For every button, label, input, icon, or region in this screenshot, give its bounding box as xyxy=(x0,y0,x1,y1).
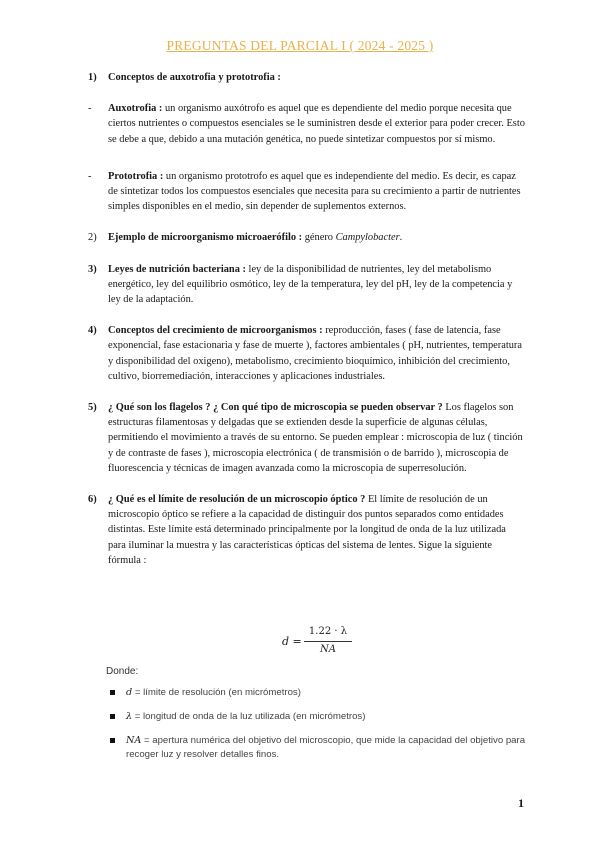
item-marker: 5) xyxy=(88,402,97,414)
item-marker: 6) xyxy=(88,494,97,506)
item-text: un organismo auxótrofo es aquel que es dependiente del medio porque necesita que ciertos nutrientes o compuestos esenciales se le suministren desde el exterior para poder crecer. Esto se debe a que, debido a una mutación genética, no puede sintetizar compuestos por sí mismo. xyxy=(108,103,525,145)
question-6 xyxy=(0,492,525,568)
symbol: NA xyxy=(126,735,142,746)
item-heading: Conceptos de auxotrofia y prototrofia : xyxy=(108,72,281,83)
formula-numerator: 1.22 · λ xyxy=(308,626,348,637)
fraction-bar xyxy=(304,641,352,642)
item-text: reproducción, fases ( fase de latencia, fase exponencial, fase estacionaria y fase de muerte ), factores ambientales ( pH, nutrientes, temperatura y disponibilidad del oxigeno), metabolismo, crecimiento bioquímico, inhibición del crecimiento, cultivo, biorremediación, interacciones y aplicaciones industriales. xyxy=(108,325,522,382)
item-text: género xyxy=(302,232,336,244)
item-text: Los flagelos son estructuras filamentosas y delgadas que se extienden desde la superficie de algunas células, permitiendo el movimiento a través de su entorno. Se pueden emplear : microscopia de luz ( tinción y de contraste de fases ), microscopia electrónica ( de transmisión o de barrido ), microscopia de fluorescencia y técnicas de imagen avanzada como la microscopia de superresolución. xyxy=(108,402,523,474)
item-heading: ¿ Qué son los flagelos ? ¿ Con qué tipo de microscopia se pueden observar ? xyxy=(108,402,443,414)
symbol: λ xyxy=(126,711,133,722)
square-bullet-icon xyxy=(110,714,115,719)
item-text: ley de la disponibilidad de nutrientes, ley del metabolismo energético, ley del equilibrio osmótico, ley de la temperatura, ley del pH, ley de la competencia y ley de la adaptación. xyxy=(108,263,513,306)
page-title: PREGUNTAS DEL PARCIAL I ( 2024 - 2025 ) xyxy=(166,38,434,53)
definition-text: = límite de resolución (en micrómetros) xyxy=(132,687,301,698)
question-1 xyxy=(0,70,525,85)
auxotrofia-paragraph xyxy=(0,101,525,147)
item-marker: - xyxy=(88,170,92,182)
question-3 xyxy=(0,262,525,308)
item-heading: Leyes de nutrición bacteriana : xyxy=(108,263,246,275)
item-marker: - xyxy=(88,103,92,115)
page-number: 1 xyxy=(518,796,524,810)
square-bullet-icon xyxy=(110,738,115,743)
item-heading: Prototrofia : xyxy=(108,170,164,182)
item-marker: 3) xyxy=(88,263,97,275)
donde-label: Donde: xyxy=(106,666,139,677)
question-2 xyxy=(0,230,525,245)
definitions-list xyxy=(110,686,530,772)
list-item xyxy=(110,710,530,724)
genus-name: Campylobacter xyxy=(335,232,400,244)
question-4 xyxy=(0,323,525,384)
item-marker: 2) xyxy=(88,232,97,244)
list-item xyxy=(110,734,530,762)
item-text: un organismo prototrofo es aquel que es independiente del medio. Es decir, es capaz de sintetizar todos los compuestos esenciales que necesita para su crecimiento a partir de nutrientes simples disponibles en el medio, sin depender de suplementos externos. xyxy=(108,170,521,213)
list-item xyxy=(110,686,530,700)
item-heading: Conceptos del crecimiento de microorganismos : xyxy=(108,325,323,337)
item-heading: ¿ Qué es el límite de resolución de un microscopio óptico ? xyxy=(108,494,366,506)
definition-text: = apertura numérica del objetivo del microscopio, que mide la capacidad del objetivo para recoger luz y resolver detalles finos. xyxy=(126,735,526,760)
definition-text: = longitud de onda de la luz utilizada (en micrómetros) xyxy=(132,711,366,722)
formula-denominator: NA xyxy=(320,644,336,655)
symbol: d xyxy=(126,687,133,698)
item-tail: . xyxy=(399,232,403,244)
square-bullet-icon xyxy=(110,690,115,695)
formula-lhs: d = xyxy=(282,635,302,648)
item-heading: Ejemplo de microorganismo microaerófilo : xyxy=(108,232,303,244)
item-text: El límite de resolución de un microscopio óptico se refiere a la capacidad de distinguir dos puntos separados como entidades distintas. Este límite está determinado principalmente por la longitud de onda de la luz utilizada para iluminar la muestra y las características ópticas del sistema de lentes. Sigue la siguiente fórmula : xyxy=(108,494,506,566)
item-marker: 4) xyxy=(88,325,97,337)
resolution-formula xyxy=(282,628,352,658)
content xyxy=(0,70,600,584)
item-heading: Auxotrofia : xyxy=(108,103,163,115)
question-5 xyxy=(0,400,525,476)
item-marker: 1) xyxy=(88,72,97,83)
prototrofia-paragraph xyxy=(0,169,525,215)
